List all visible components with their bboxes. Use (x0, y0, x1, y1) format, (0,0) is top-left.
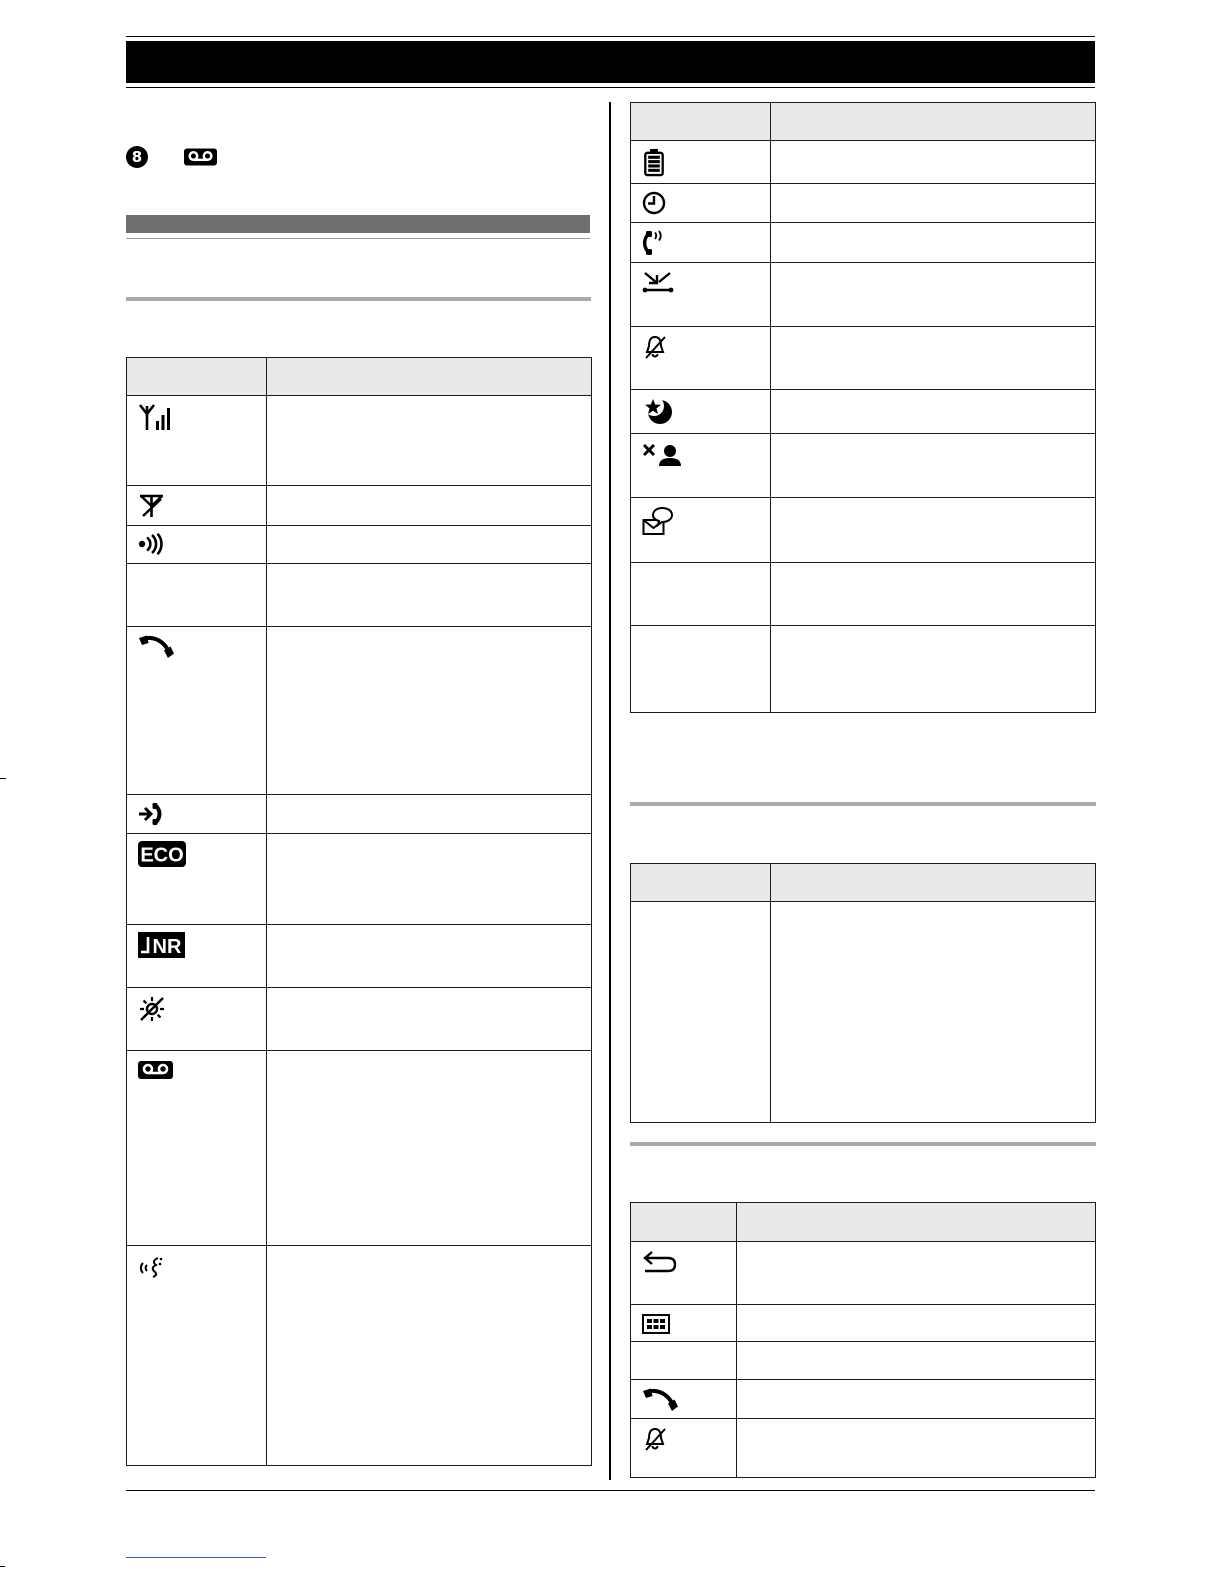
table-row (127, 794, 591, 833)
description-cell (267, 1246, 591, 1465)
icon-cell (631, 626, 771, 712)
icon-cell (127, 988, 267, 1050)
description-cell (771, 223, 1095, 262)
icon-cell (127, 834, 267, 924)
header-cell-meaning (771, 103, 1095, 140)
table-row (631, 1241, 1095, 1304)
header-cell-meaning (267, 358, 591, 395)
header-cell-icon (631, 103, 771, 140)
section-heading-bar (126, 215, 590, 233)
icon-cell (127, 1246, 267, 1465)
column-divider (609, 102, 611, 1480)
icon-cell (631, 184, 771, 222)
description-cell (267, 988, 591, 1050)
bell-off-icon (642, 334, 668, 360)
icon-cell (631, 1419, 737, 1477)
icon-cell (631, 327, 771, 389)
second-table (630, 863, 1096, 1123)
icon-cell (631, 141, 771, 183)
table-row (631, 1418, 1095, 1477)
description-cell (267, 396, 591, 485)
subsection-rule (126, 297, 591, 301)
header-cell-right (771, 864, 1095, 901)
star-moon-icon (642, 397, 674, 425)
footer-link-underline[interactable] (126, 1557, 266, 1558)
table-header-row (631, 864, 1095, 901)
table-row (127, 833, 591, 924)
table-row (631, 183, 1095, 222)
description-cell (267, 486, 591, 525)
header-bar (126, 41, 1095, 83)
description-cell (267, 1051, 591, 1245)
icon-cell (127, 526, 267, 563)
icon-cell (631, 223, 771, 262)
battery-icon (642, 148, 666, 177)
icon-cell (631, 263, 771, 326)
icon-cell (631, 1242, 737, 1304)
description-cell (737, 1242, 1095, 1304)
handset-icon (138, 634, 174, 660)
description-cell (771, 184, 1095, 222)
icon-cell (631, 498, 771, 562)
description-cell (771, 626, 1095, 712)
voicemail-icon (138, 1061, 173, 1079)
signal-strength-icon (138, 403, 172, 431)
icon-cell (127, 795, 267, 833)
description-cell (267, 564, 591, 626)
header-rule-bottom (126, 87, 1095, 88)
table-row (127, 525, 591, 563)
soft-key-icons-table (630, 1202, 1096, 1478)
subsection-rule (630, 1142, 1096, 1146)
table-row (127, 563, 591, 626)
table-header-row (631, 1203, 1095, 1241)
table-row (631, 497, 1095, 562)
header-rule-top (126, 36, 1095, 37)
description-cell (267, 834, 591, 924)
keypad-icon (642, 1314, 670, 1334)
table-header-row (127, 358, 591, 395)
display-icons-table (126, 357, 592, 1466)
table-row (127, 1245, 591, 1465)
incoming-call-arrow-icon (138, 802, 164, 826)
crop-mark (0, 1566, 5, 1567)
down-arrow-underline-icon (642, 270, 674, 294)
call-wave-icon (138, 1255, 164, 1279)
description-cell (771, 327, 1095, 389)
table-row (127, 987, 591, 1050)
table-row (631, 1304, 1095, 1341)
table-row (631, 625, 1095, 712)
icon-cell (631, 434, 771, 497)
description-cell (267, 627, 591, 794)
icon-cell (631, 1380, 737, 1418)
description-cell (267, 526, 591, 563)
header-cell-icon (631, 1203, 737, 1241)
crop-mark (0, 778, 6, 779)
description-cell (771, 498, 1095, 562)
description-cell (737, 1342, 1095, 1379)
header-cell-icon (127, 358, 267, 395)
table-row (631, 222, 1095, 262)
subsection-rule (630, 802, 1096, 806)
table-row (631, 140, 1095, 183)
description-cell (771, 141, 1095, 183)
description-cell (771, 263, 1095, 326)
table-row (631, 433, 1095, 497)
footer-rule (126, 1490, 1095, 1491)
table-row (631, 326, 1095, 389)
table-cell-left (631, 902, 771, 1122)
icon-cell (631, 1342, 737, 1379)
icon-cell (631, 390, 771, 433)
icon-cell (127, 564, 267, 626)
step-number-badge: 8 (126, 146, 148, 168)
table-row (631, 262, 1095, 326)
description-cell (737, 1419, 1095, 1477)
section-heading-rule (126, 238, 590, 239)
description-cell (737, 1305, 1095, 1341)
table-cell-right (771, 902, 1095, 1122)
display-icons-table-continued (630, 102, 1096, 713)
icon-cell (127, 627, 267, 794)
description-cell (737, 1380, 1095, 1418)
icon-cell (631, 563, 771, 625)
table-row (127, 395, 591, 485)
icon-cell (631, 1305, 737, 1341)
description-cell (771, 563, 1095, 625)
table-row (127, 485, 591, 525)
light-off-icon (138, 995, 166, 1023)
table-row (127, 924, 591, 987)
handset-icon (642, 1387, 678, 1413)
table-header-row (631, 103, 1095, 140)
message-icon (642, 506, 674, 536)
nr-label: NR (152, 936, 182, 958)
icon-cell (127, 486, 267, 525)
table-row (631, 901, 1095, 1122)
bell-off-icon (642, 1426, 668, 1452)
no-signal-icon (138, 493, 166, 519)
table-row (631, 562, 1095, 625)
description-cell (267, 925, 591, 987)
icon-cell (127, 396, 267, 485)
eco-label: ECO (140, 844, 184, 867)
description-cell (771, 434, 1095, 497)
table-row (127, 1050, 591, 1245)
description-cell (771, 390, 1095, 433)
voicemail-icon (184, 147, 217, 167)
table-row (631, 1379, 1095, 1418)
table-row (631, 1341, 1095, 1379)
description-cell (267, 795, 591, 833)
clock-icon (642, 191, 666, 215)
ringer-wave-icon (138, 533, 166, 555)
phone-waves-icon (642, 230, 666, 256)
icon-cell (127, 925, 267, 987)
table-row (127, 626, 591, 794)
table-row (631, 389, 1095, 433)
noise-reduction-icon (138, 932, 185, 958)
header-cell-action (737, 1203, 1095, 1241)
blocked-caller-icon (642, 443, 684, 467)
icon-cell (127, 1051, 267, 1245)
header-cell-left (631, 864, 771, 901)
back-arrow-icon (642, 1251, 678, 1273)
eco-mode-icon (138, 841, 186, 867)
